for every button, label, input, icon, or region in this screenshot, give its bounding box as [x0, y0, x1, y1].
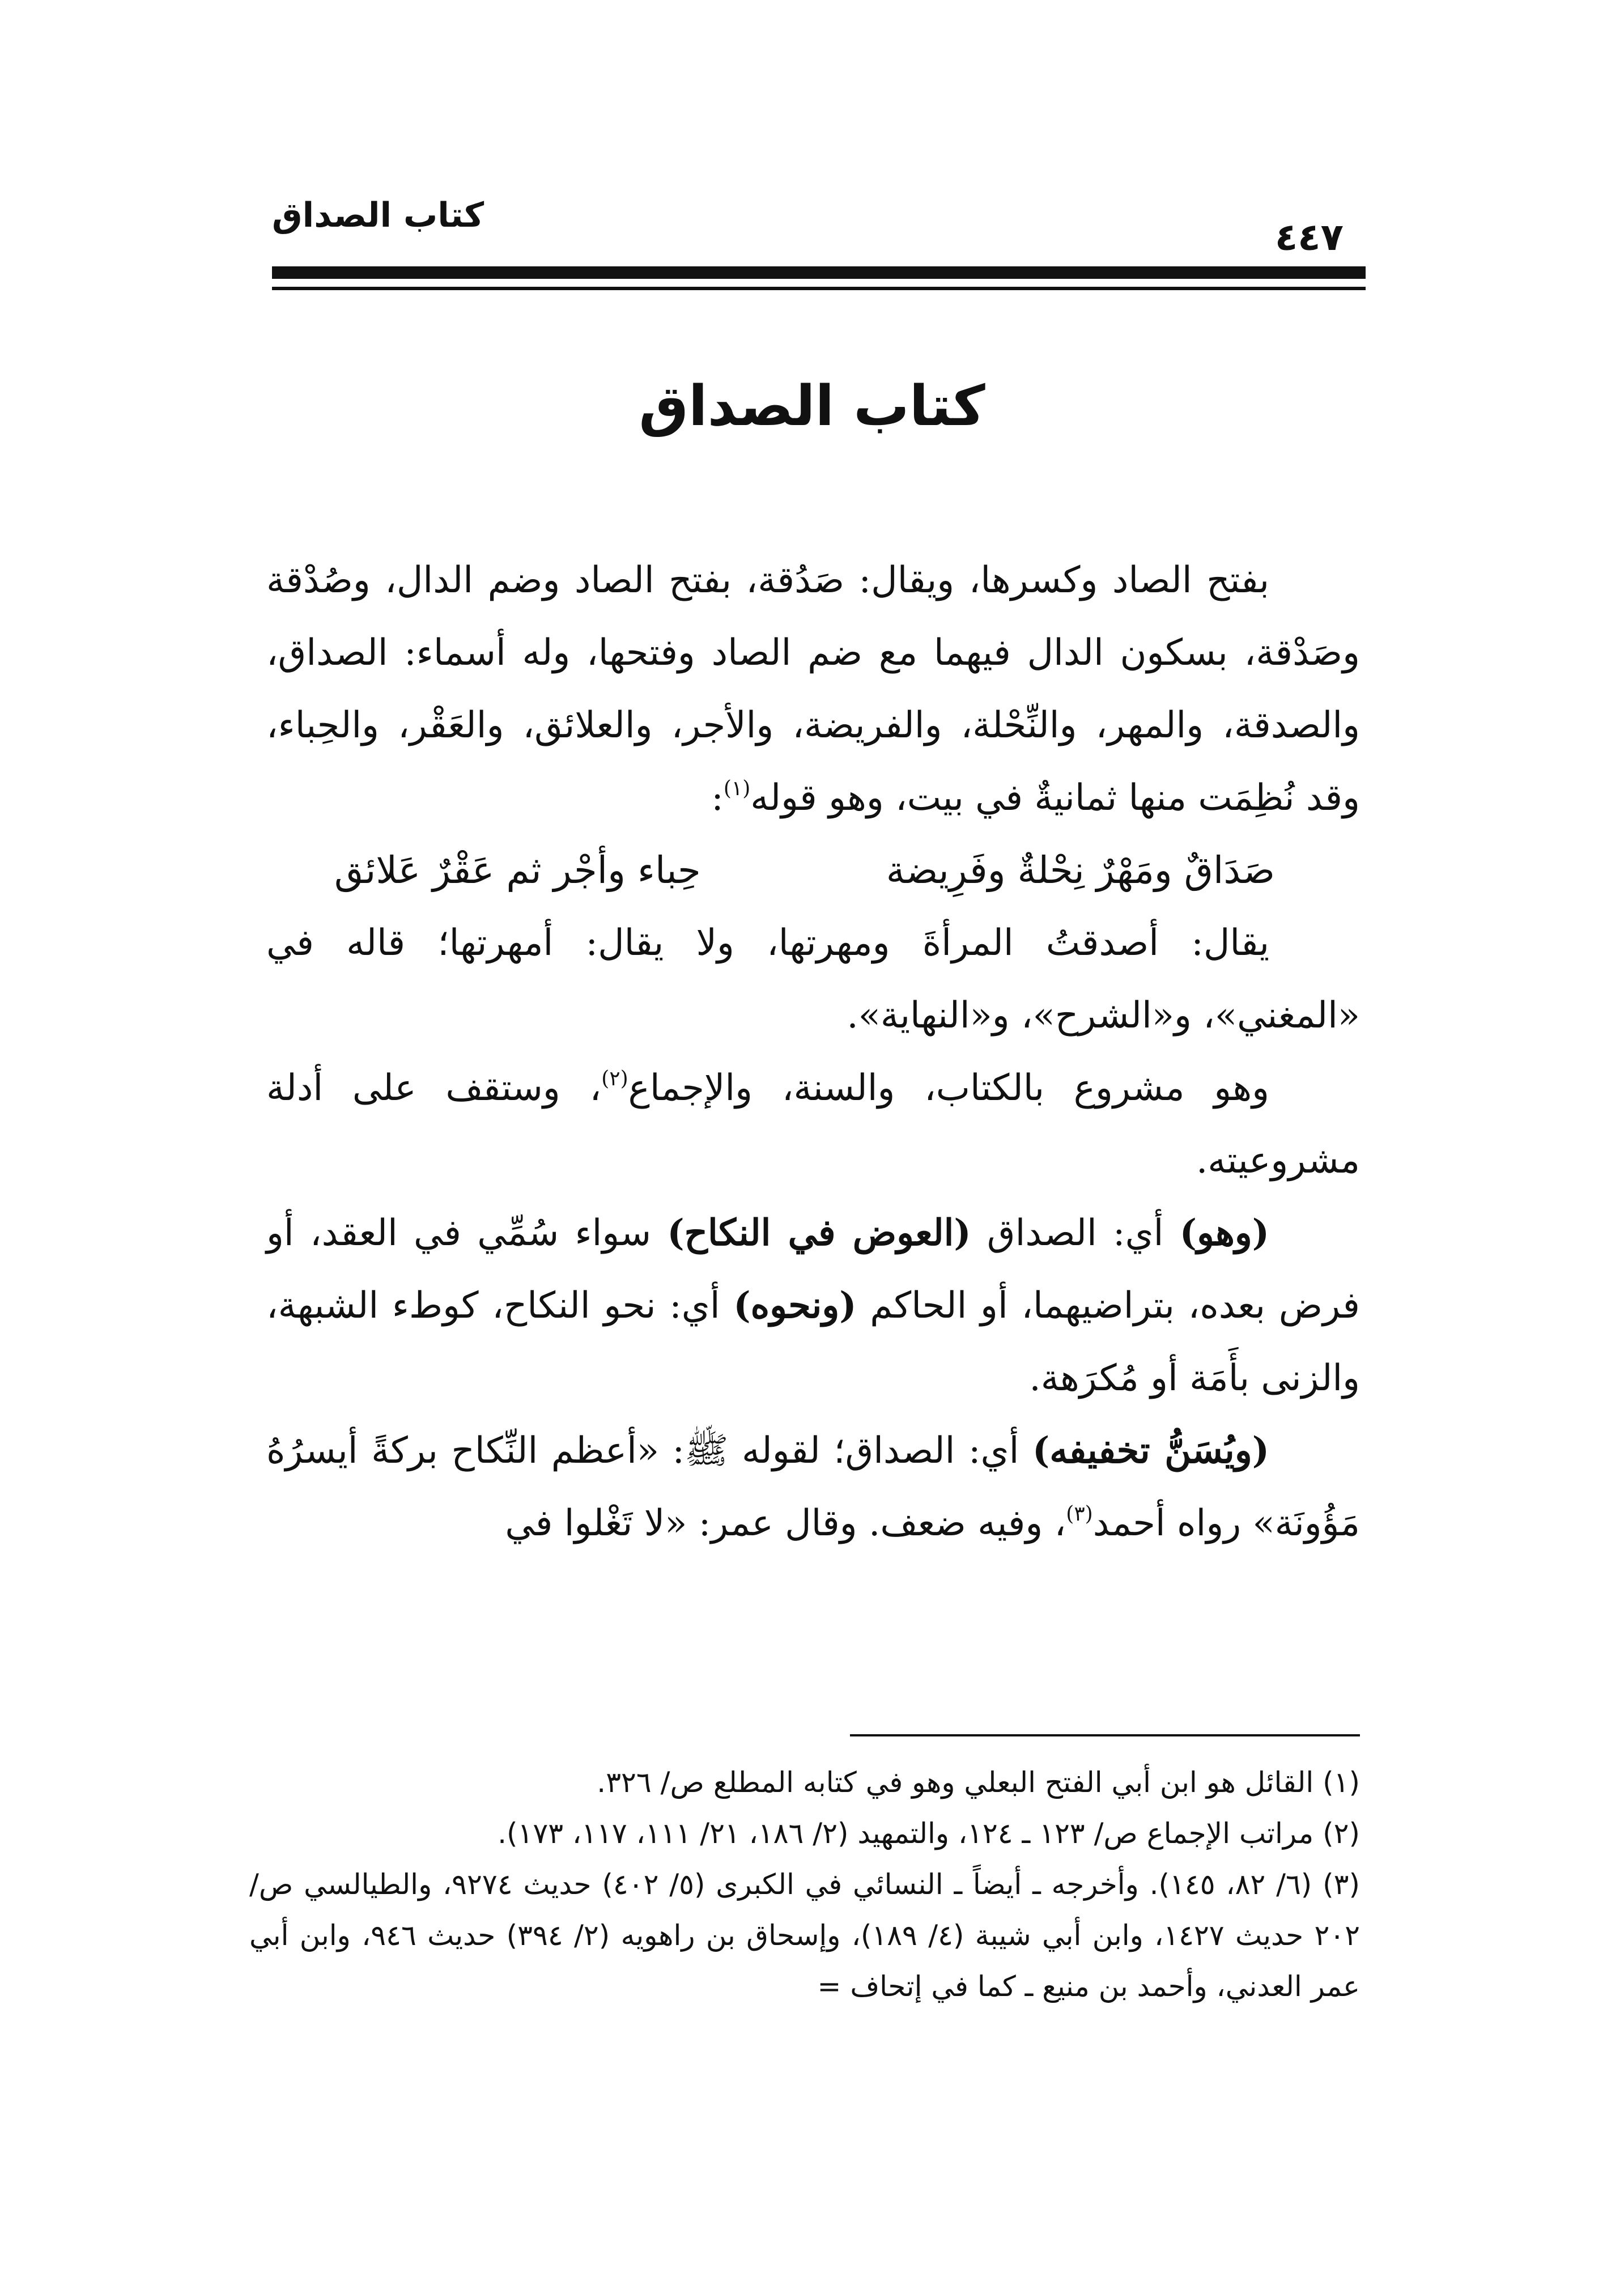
poem-hemistich-second: حِباء وأجْر ثم عَقْرٌ عَلائق [334, 848, 701, 892]
page-number: ٤٤٧ [1275, 215, 1344, 259]
footnotes [249, 1757, 1360, 2012]
chapter-title: كتاب الصداق [639, 374, 985, 439]
paragraph-text: ، وستقف على أدلة مشروعيته. [266, 1067, 1360, 1182]
footnote-marker: (٢) [601, 1067, 628, 1090]
paragraph-lightening [266, 1415, 1360, 1560]
paragraph-text: أي: الصداق؛ لقوله ﷺ: «أعظم النِّكاح بركةً أيسرُهُ مَؤُونَة» رواه أحمد [266, 1430, 1360, 1544]
paragraph-definition [266, 544, 1360, 834]
footnote-1: (١) القائل هو ابن أبي الفتح البعلي وهو في كتابه المطلع ص/ ٣٢٦. [597, 1766, 1360, 1799]
paragraph-text: ، وفيه ضعف. وقال عمر: «لا تَغْلوا في [505, 1502, 1066, 1544]
matn-text: (ويُسَنُّ تخفيفه) [1032, 1429, 1270, 1472]
running-title: كتاب الصداق [272, 196, 484, 235]
footnote-separator [850, 1734, 1360, 1736]
footnote-marker: (٣) [1066, 1502, 1093, 1526]
paragraph-text: : [711, 777, 724, 819]
matn-text: (وهو) [1179, 1212, 1269, 1254]
paragraph-usage: يقال: أصدقتُ المرأةَ ومهرتها، ولا يقال: أمهرتها؛ قاله في «المغني»، و«الشرح»، و«النهاية». [266, 922, 1360, 1037]
poem-verse [266, 834, 1360, 907]
paragraph-text: أي: نحو النكاح، كوطء الشبهة، والزنى بأَمَة أو مُكرَهة. [266, 1285, 1360, 1399]
paragraph-legitimacy [266, 1052, 1360, 1197]
matn-text: (ونحوه) [733, 1284, 857, 1327]
paragraph-text: بفتح الصاد وكسرها، ويقال: صَدُقة، بفتح الصاد وضم الدال، وصُدْقة وصَدْقة، بسكون الدال فيهما مع ضم الصاد وفتحها، وله أسماء: الصداق، والصدقة، والمهر، والنِّحْلة، والفريضة، والأجر، والعلائق، والعَقْر، والحِباء، وقد نُظِمَت منها ثمانيةٌ في بيت، وهو قوله [266, 559, 1360, 819]
body-text [266, 544, 1360, 1560]
paragraph-matn-definition [266, 1197, 1360, 1415]
paragraph-text: وهو مشروع بالكتاب، والسنة، والإجماع [628, 1067, 1269, 1109]
footnote-marker: (١) [723, 777, 751, 800]
paragraph-text: أي: الصداق [971, 1212, 1180, 1254]
matn-text: (العوض في النكاح) [667, 1212, 971, 1254]
header-rule-thick [272, 266, 1366, 279]
footnote-2: (٢) مراتب الإجماع ص/ ١٢٣ ـ ١٢٤، والتمهيد (٢/ ١٨٦، ٢١/ ١١١، ١١٧، ١٧٣). [498, 1817, 1360, 1850]
poem-hemistich-first: صَدَاقٌ ومَهْرٌ نِحْلةٌ وفَرِيضة [886, 848, 1275, 892]
paragraph-text: سواء سُمِّي في العقد، أو فرض بعده، بتراضيهما، أو الحاكم [266, 1212, 1361, 1327]
footnote-3: (٣) (٦/ ٨٢، ١٤٥). وأخرجه ـ أيضاً ـ النسائي في الكبرى (٥/ ٤٠٢) حديث ٩٢٧٤، والطيالسي ص/ ٢٠٢ حديث ١٤٢٧، وابن أبي شيبة (٤/ ١٨٩)، وإسحاق بن راهويه (٢/ ٣٩٤) حديث ٩٤٦، وابن أبي عمر العدني، وأحمد بن منيع ـ كما في إتحاف = [249, 1868, 1361, 2003]
header-rule-thin [272, 287, 1366, 290]
